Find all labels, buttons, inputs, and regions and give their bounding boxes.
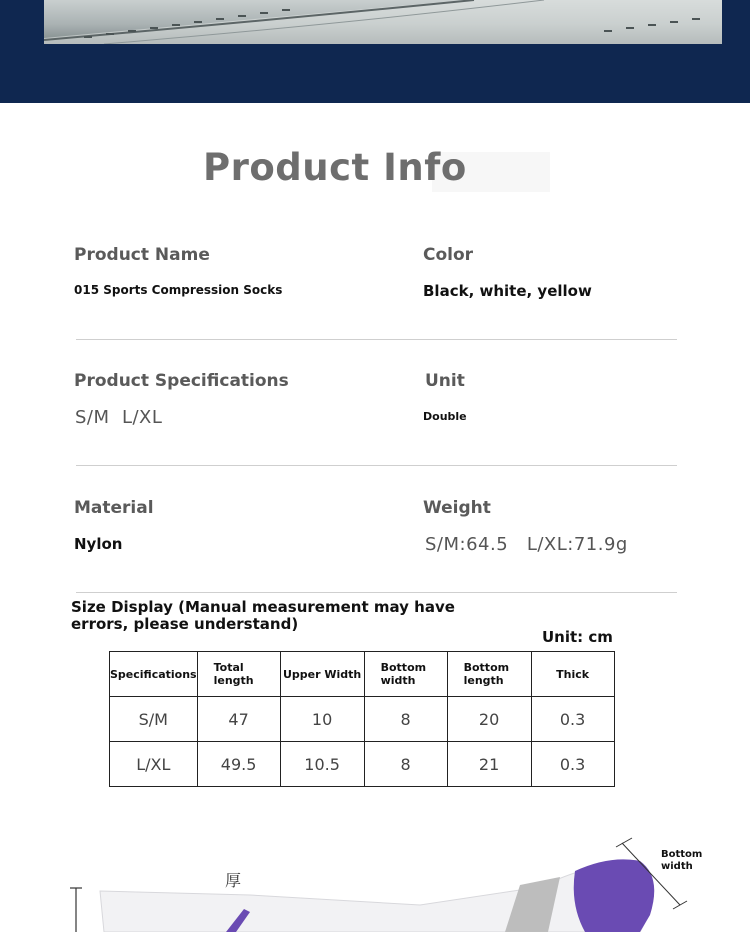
unit-value: Double [423,410,467,423]
sock-diagram [0,825,750,932]
unit-note: Unit: cm [542,628,613,646]
table-cell: S/M [110,697,198,742]
specifications-value: S/M L/XL [75,407,163,428]
sock-illustration [0,825,750,932]
header-bottom-width: Bottom width [364,652,447,697]
table-cell: 47 [197,697,280,742]
product-photo [44,0,722,44]
specifications-label: Product Specifications [74,371,289,391]
weight-label: Weight [423,498,491,518]
product-name-label: Product Name [74,245,210,265]
divider [76,465,677,466]
material-label: Material [74,498,154,518]
table-row [110,697,615,742]
table-cell: 21 [447,742,531,787]
header-total-length: Total length [197,652,280,697]
size-table [109,651,615,787]
header-upper-width: Upper Width [280,652,364,697]
material-value: Nylon [74,535,123,553]
table-cell: 49.5 [197,742,280,787]
table-cell: 0.3 [531,697,614,742]
table-cell: 10 [280,697,364,742]
table-row [110,742,615,787]
divider [76,339,677,340]
header-thick: Thick [531,652,614,697]
table-cell: 0.3 [531,742,614,787]
table-cell: 20 [447,697,531,742]
table-cell: L/XL [110,742,198,787]
size-display-heading: Size Display (Manual measurement may have errors, please understand) [71,598,455,633]
table-cell: 8 [364,697,447,742]
weight-value: S/M:64.5 L/XL:71.9g [425,534,628,555]
bottom-width-label: Bottom width [661,849,703,872]
color-label: Color [423,245,474,265]
table-cell: 10.5 [280,742,364,787]
divider [76,592,677,593]
thick-label: 厚 [225,871,242,890]
header-specifications: Specifications [110,652,198,697]
table-header-row [110,652,615,697]
header-bottom-length: Bottom length [447,652,531,697]
unit-label: Unit [425,371,465,391]
page-title: Product Info [203,146,467,189]
color-value: Black, white, yellow [423,282,592,300]
product-name-value: 015 Sports Compression Socks [74,283,283,297]
table-cell: 8 [364,742,447,787]
top-banner [0,0,750,103]
